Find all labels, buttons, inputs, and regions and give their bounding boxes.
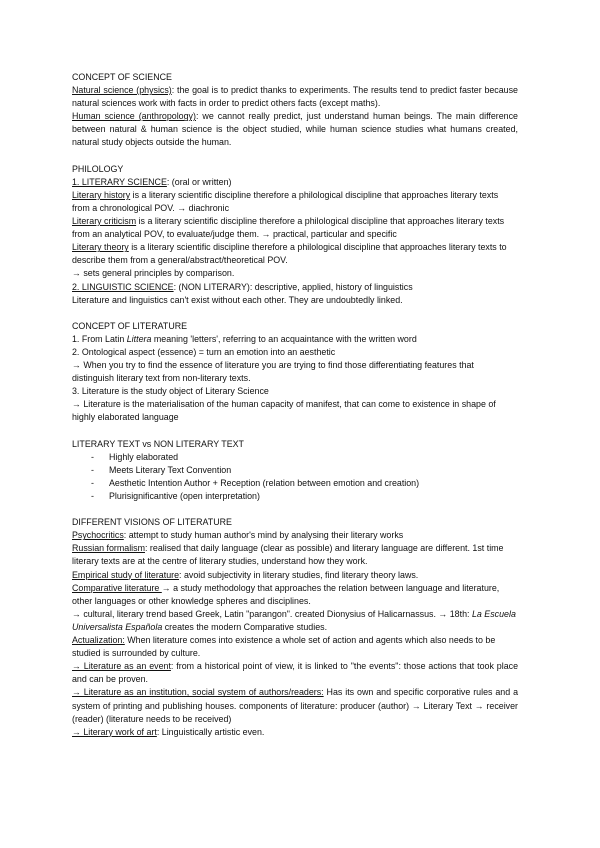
point-study-object: 3. Literature is the study object of Literary Science xyxy=(72,386,269,397)
paragraph-literary-history xyxy=(72,189,518,215)
point-text: meaning 'letters', referring to an acquaintance with the written word xyxy=(151,333,417,344)
definition-text: creates the modern Comparative studies. xyxy=(162,621,328,632)
term-literary-history: Literary history xyxy=(72,189,131,200)
section-heading: DIFFERENT VISIONS OF LITERATURE xyxy=(72,517,232,528)
term-psychocritics: Psychocritics xyxy=(72,530,124,541)
dash-bullet: - xyxy=(91,451,94,462)
term-empirical-study: Empirical study of literature xyxy=(72,569,180,580)
section-heading: CONCEPT OF SCIENCE xyxy=(72,72,172,82)
definition-text: is a literary scientific discipline therefore a philological discipline that approaches literary texts to describe them from a general/abstract/theoretical POV. xyxy=(72,242,507,266)
point-latin-origin xyxy=(72,333,518,346)
term-linguistic-science: 2. LINGUISTIC SCIENCE xyxy=(72,281,174,292)
paragraph-human-science xyxy=(72,110,518,149)
section-heading: PHILOLOGY xyxy=(72,163,124,174)
note-essence: → When you try to find the essence of literature you are trying to find those differentiating features that distinguish literary text from non-literary texts. xyxy=(72,360,474,384)
definition-text: : (NON LITERARY): descriptive, applied, history of linguistics xyxy=(173,281,413,292)
term-comparative-literature: Comparative literature xyxy=(72,582,162,593)
paragraph-natural-science xyxy=(72,84,518,110)
school-name: La Escuela Universalista Española xyxy=(72,608,516,632)
paragraph-russian-formalism xyxy=(72,542,518,568)
paragraph-literary-theory xyxy=(72,241,518,267)
point-text: 1. From Latin xyxy=(72,333,127,344)
list-item-text: Plurisignificantive (open interpretation) xyxy=(109,491,260,501)
section-concept-of-literature xyxy=(72,320,518,425)
term-literary-theory: Literary theory xyxy=(72,242,129,253)
list-item xyxy=(72,464,518,477)
list-item xyxy=(72,477,518,490)
paragraph-cultural-trend xyxy=(72,608,518,634)
definition-text: is a literary scientific discipline therefore a philological discipline that approaches literary texts from a chronological POV. → diachronic xyxy=(72,189,499,213)
section-literary-vs-non-literary xyxy=(72,438,518,503)
term-literature-event: → Literature as an event xyxy=(72,661,171,672)
list-item xyxy=(72,490,518,503)
term-literary-work-of-art: → Literary work of art xyxy=(72,726,157,737)
definition-text: When literature comes into existence a whole set of action and agents which also needs to be studied is surrounded by culture. xyxy=(72,635,496,659)
list-item-text: Aesthetic Intention Author + Reception (relation between emotion and creation) xyxy=(109,477,420,488)
section-visions-of-literature xyxy=(72,516,518,739)
latin-word: Littera xyxy=(126,333,152,344)
definition-text: : avoid subjectivity in literary studies, find literary theory laws. xyxy=(179,569,419,580)
term-russian-formalism: Russian formalism xyxy=(72,543,145,554)
dash-bullet: - xyxy=(91,477,94,488)
definition-text: → cultural, literary trend based Greek, Latin "parangon". created Dionysius of Halicarnassus. → 18th: xyxy=(72,608,472,619)
dash-bullet: - xyxy=(91,464,94,475)
definition-text: is a literary scientific discipline therefore a philological discipline that approaches literary texts from an analytical POV, to evaluate/judge them. → practical, particular and specific xyxy=(72,216,505,240)
spacer xyxy=(72,150,518,163)
dash-bullet: - xyxy=(91,491,94,501)
definition-text: : Linguistically artistic even. xyxy=(156,726,265,737)
spacer xyxy=(72,307,518,320)
document-page xyxy=(72,71,518,739)
paragraph-psychocritics xyxy=(72,529,518,542)
section-heading: LITERARY TEXT vs NON LITERARY TEXT xyxy=(72,438,244,449)
spacer xyxy=(72,425,518,438)
note-general-principles: → sets general principles by comparison. xyxy=(72,268,235,279)
term-actualization: Actualization: xyxy=(72,635,125,646)
definition-text: : (oral or written) xyxy=(166,176,232,187)
paragraph-literature-event xyxy=(72,660,518,686)
paragraph-empirical-study xyxy=(72,569,518,582)
list-item-text: Highly elaborated xyxy=(109,451,179,462)
paragraph-literary-science xyxy=(72,176,518,189)
paragraph-literature-institution xyxy=(72,686,518,725)
list-item xyxy=(72,451,518,464)
definition-text: → a study methodology that approaches the relation between language and literature, other languages or other knowledge spheres and disciplines. xyxy=(72,582,500,606)
term-literary-criticism: Literary criticism xyxy=(72,216,137,227)
section-concept-of-science xyxy=(72,71,518,150)
section-philology xyxy=(72,163,518,307)
section-heading: CONCEPT OF LITERATURE xyxy=(72,320,188,331)
definition-text: : from a historical point of view, it is linked to "the events": those actions that took place and can be proven. xyxy=(72,661,519,685)
list-item-text: Meets Literary Text Convention xyxy=(109,464,232,475)
paragraph-comparative-literature xyxy=(72,582,518,608)
definition-text: : the goal is to predict thanks to experiments. The results tend to predict faster because natural sciences work with facts in order to predict others facts (except maths). xyxy=(72,85,518,109)
definition-text: Has its own and specific corporative rules and a system of printing and publishing houses. components of literature: producer (author) → Literary Text → receiver (reader) (literature needs to be received) xyxy=(72,687,519,724)
term-natural-science: Natural science (physics) xyxy=(72,85,172,96)
paragraph-linguistic-science xyxy=(72,281,518,294)
paragraph-actualization xyxy=(72,634,518,660)
paragraph-linked: Literature and linguistics can't exist without each other. They are undoubtedly linked. xyxy=(72,294,403,305)
definition-text: : realised that daily language (clear as possible) and literary language are different. 1st time literary texts are at the centre of literary studies, understand how they work. xyxy=(72,543,504,567)
note-materialisation: → Literature is the materialisation of the human capacity of manifest, that can come to existence in shape of highly elaborated language xyxy=(72,399,496,423)
spacer xyxy=(72,503,518,516)
term-human-science: Human science (anthropology) xyxy=(72,111,196,122)
term-literary-science: 1. LITERARY SCIENCE xyxy=(72,176,167,187)
term-literature-institution: → Literature as an institution, social system of authors/readers: xyxy=(72,687,324,698)
definition-text: : attempt to study human author's mind by analysing their literary works xyxy=(123,530,404,541)
definition-text: : we cannot really predict, just understand human beings. The main difference between natural & human science is the object studied, while human science studies what humans created, natural study objects outside the human. xyxy=(72,111,518,148)
paragraph-literary-criticism xyxy=(72,215,518,241)
features-list xyxy=(72,451,518,503)
point-ontological: 2. Ontological aspect (essence) = turn an emotion into an aesthetic xyxy=(72,346,336,357)
paragraph-literary-work-of-art xyxy=(72,726,518,739)
